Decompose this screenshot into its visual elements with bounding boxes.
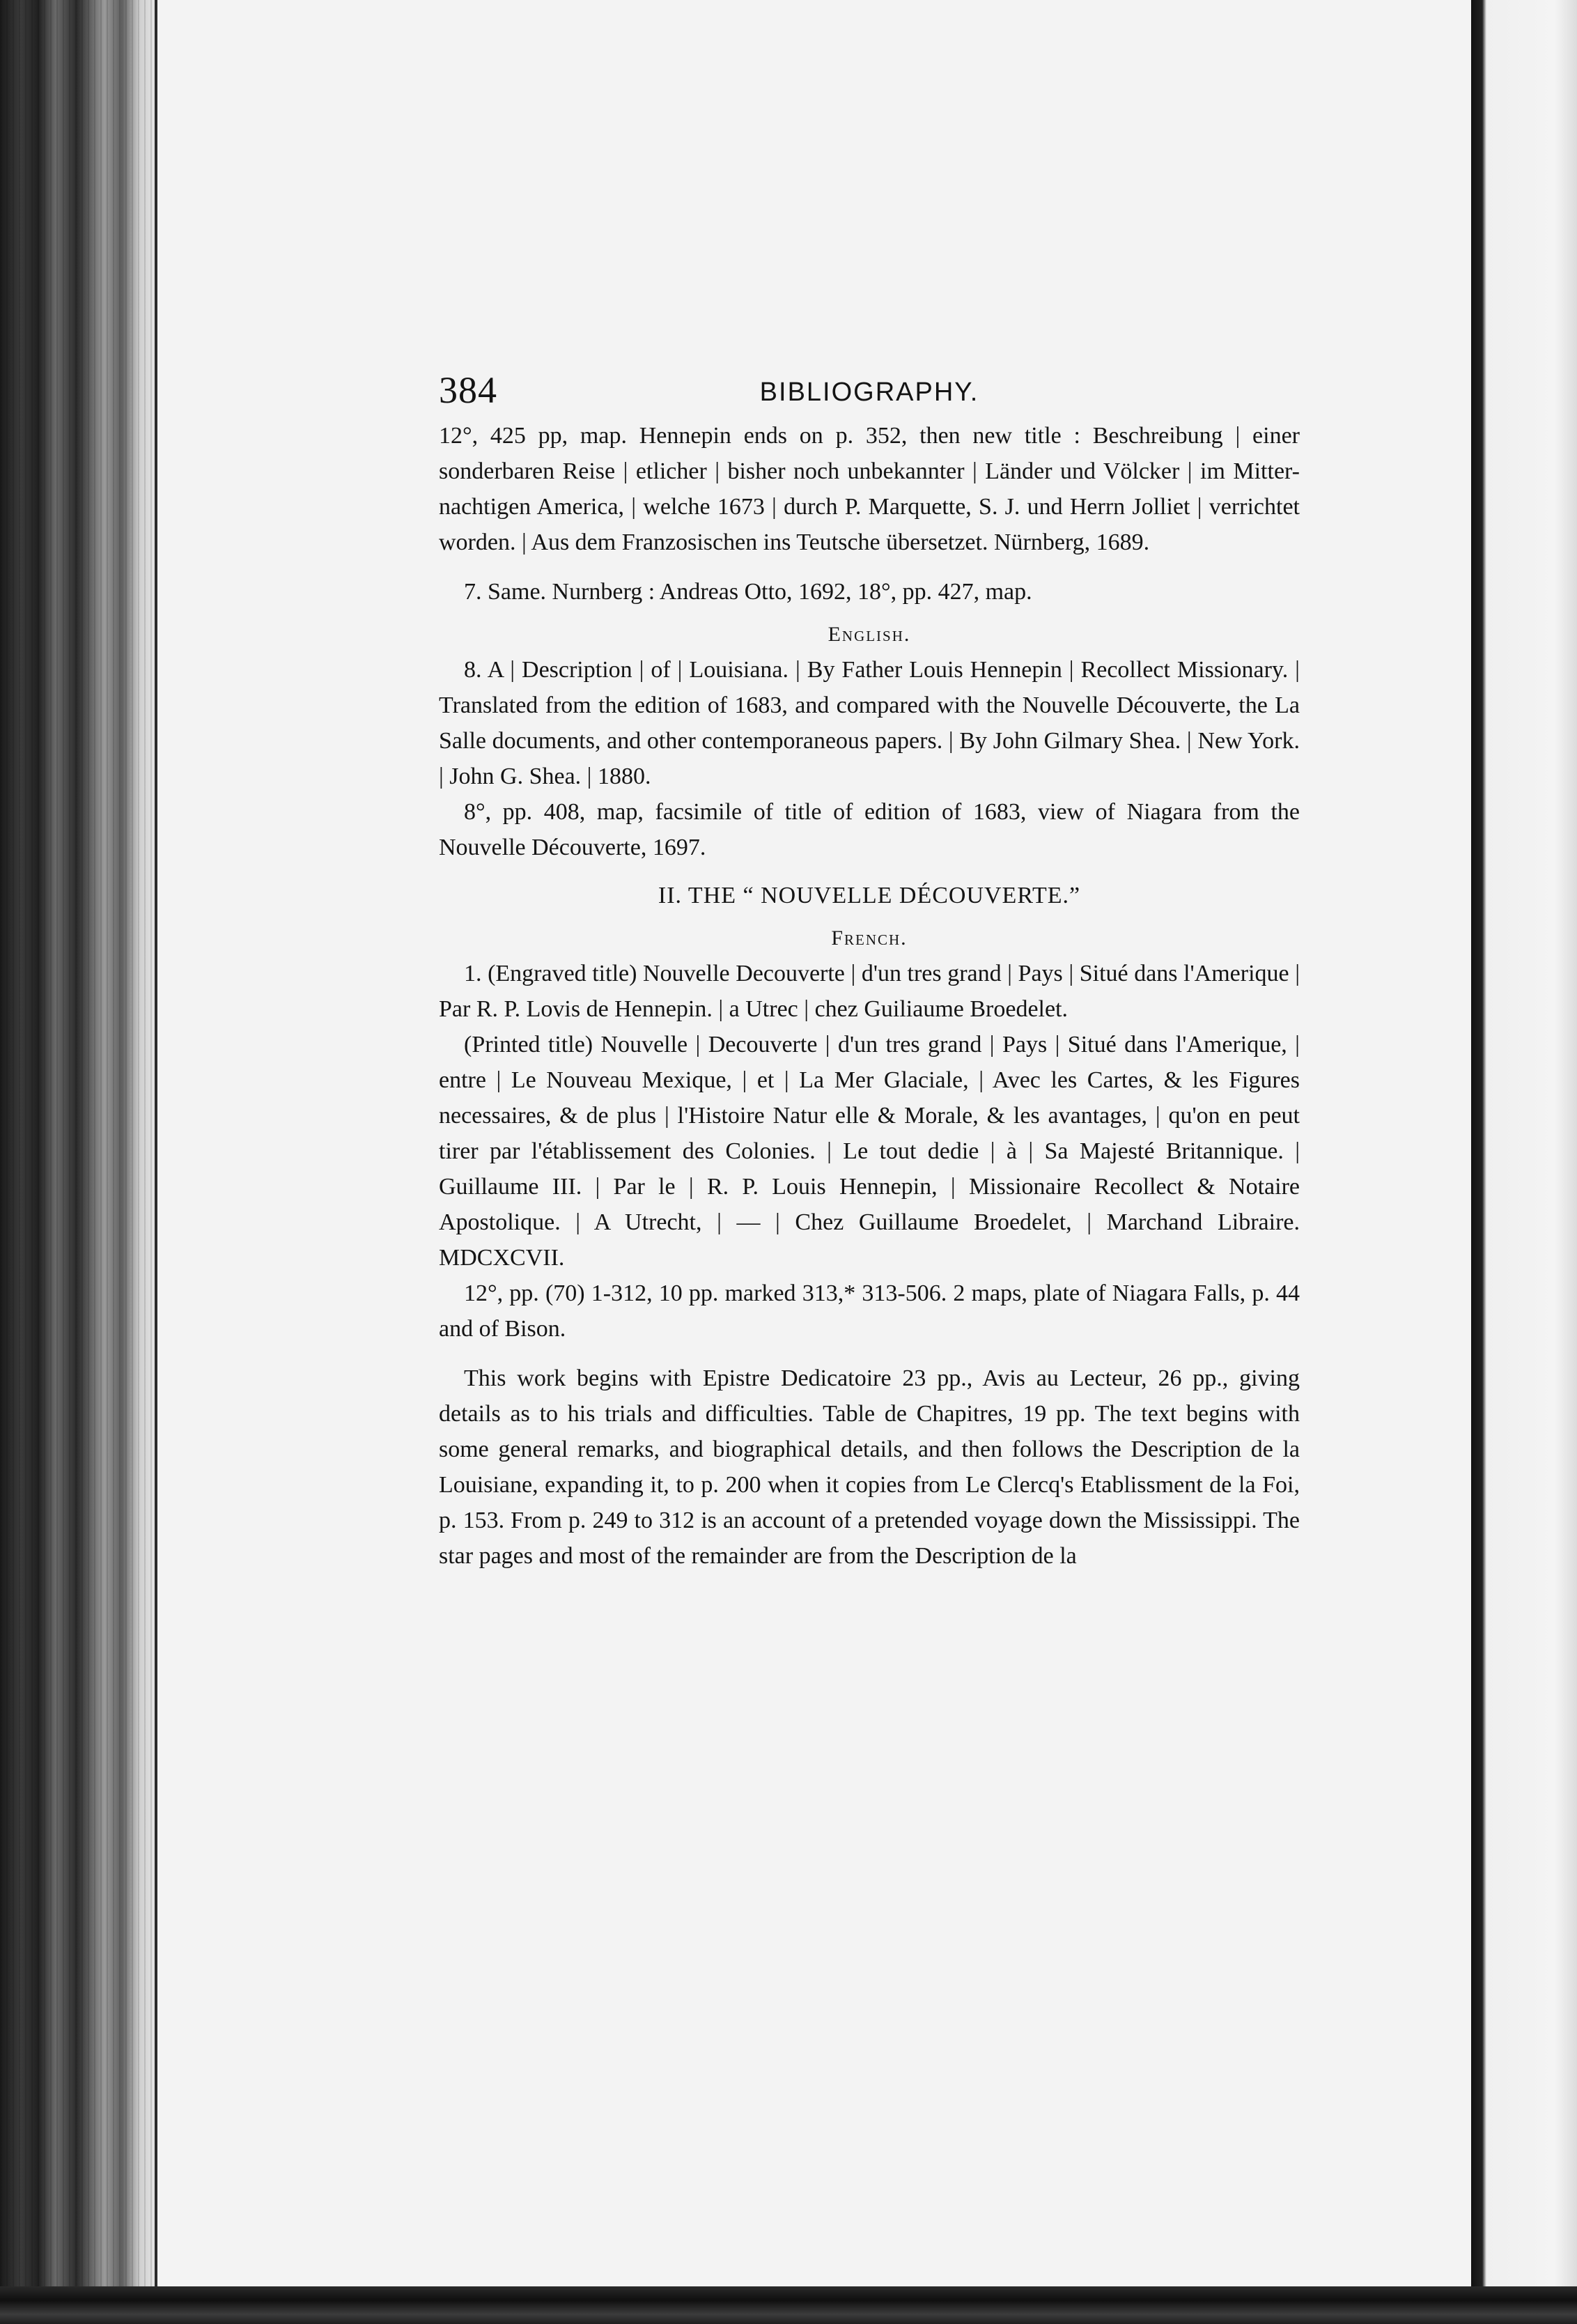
heading-french: French. <box>831 927 908 950</box>
paragraph-engraved-title: 1. (Engraved title) Nouvelle Decouverte | d'un tres grand | Pays | Situé dans l'Amerique | Par R. P. Lovis de Hennepin. | a Utrec | chez Guiliaume Broedelet. <box>439 961 1300 1022</box>
facing-page-edge <box>1471 0 1577 2324</box>
book-bottom-edge <box>0 2286 1577 2324</box>
paragraph-collation: 12°, pp. (70) 1-312, 10 pp. marked 313,* 313-506. 2 maps, plate of Niagara Falls, p. 44 and of Bison. <box>439 1280 1300 1342</box>
page-number: 384 <box>439 369 497 411</box>
section-heading: II. THE “ NOUVELLE DÉCOUVERTE.” <box>658 883 1081 908</box>
page-text-block <box>439 362 1300 1574</box>
page-stack-lines <box>0 0 160 2324</box>
paragraph-german-edition: 12°, 425 pp, map. Hennepin ends on p. 352, then new title : Beschreibung | einer sonderbaren Reise | etlicher | bisher noch unbekannter | Länder und Völcker | im Mitter-nachtigen America, | welche 1673 | durch P. Marquette, S. J. und Herrn Jolliet | verrichtet worden. | Aus dem Franzosischen ins Teutsche übersetzet. Nürnberg, 1689. <box>439 423 1300 555</box>
heading-english: English. <box>828 623 911 646</box>
running-head: BIBLIOGRAPHY. <box>759 378 979 407</box>
paragraph-item-8: 8. A | Description | of | Louisiana. | By Father Louis Hennepin | Recollect Missionary. | Translated from the edition of 1683, and compared with the Nouvelle Découverte, the La Salle documents, and other contemporaneous papers. | By John Gilmary Shea. | New York. | John G. Shea. | 1880. <box>439 657 1300 789</box>
paragraph-item-7: 7. Same. Nurnberg : Andreas Otto, 1692, 18°, pp. 427, map. <box>464 579 1032 605</box>
page-header <box>439 362 1300 418</box>
paragraph-item-8-details: 8°, pp. 408, map, facsimile of title of edition of 1683, view of Niagara from the Nouvelle Découverte, 1697. <box>439 799 1300 860</box>
paragraph-description: This work begins with Epistre Dedicatoire 23 pp., Avis au Lecteur, 26 pp., giving details as to his trials and difficulties. Table de Chapitres, 19 pp. The text begins with some general remarks, and biographical details, and then follows the Description de la Louisiane, expanding it, to p. 200 when it copies from Le Clercq's Etablissment de la Foi, p. 153. From p. 249 to 312 is an account of a pretended voyage down the Mississippi. The star pages and most of the remainder are from the Description de la <box>439 1365 1300 1569</box>
paragraph-printed-title: (Printed title) Nouvelle | Decouverte | d'un tres grand | Pays | Situé dans l'Amerique, | entre | Le Nouveau Mexique, | et | La Mer Glaciale, | Avec les Cartes, & les Figures necessaires, & de plus | l'Histoire Natur elle & Morale, & les avantages, | qu'on en peut tirer par l'établissement des Colonies. | Le tout dedie | à | Sa Majesté Britannique. | Guillaume III. | Par le | R. P. Louis Hennepin, | Missionaire Recollect & Notaire Apostolique. | A Utrecht, | — | Chez Guillaume Broedelet, | Marchand Libraire. MDCXCVII. <box>439 1032 1300 1271</box>
